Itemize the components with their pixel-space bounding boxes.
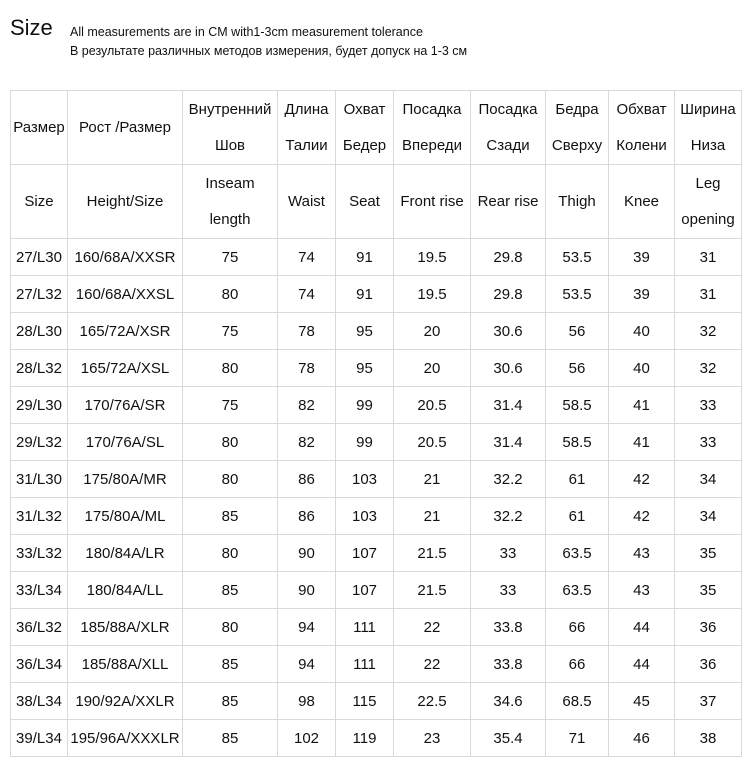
- table-cell: 66: [546, 609, 609, 646]
- table-cell: 86: [278, 461, 336, 498]
- header-cell: [546, 165, 609, 239]
- table-cell: 91: [336, 239, 394, 276]
- table-cell: 44: [609, 609, 675, 646]
- table-cell: 90: [278, 572, 336, 609]
- table-cell: 39: [609, 276, 675, 313]
- header-label: Внутренний: [188, 100, 272, 118]
- table-cell: 32: [675, 350, 742, 387]
- table-cell: 74: [278, 239, 336, 276]
- tolerance-note-en: All measurements are in CM with1-3cm measurement tolerance: [70, 25, 423, 39]
- table-cell: 23: [394, 720, 471, 757]
- table-cell: 63.5: [546, 572, 609, 609]
- header-cell: [68, 165, 183, 239]
- table-cell: 33: [675, 424, 742, 461]
- header-cell: [675, 91, 742, 165]
- table-cell: 40: [609, 313, 675, 350]
- table-cell: 46: [609, 720, 675, 757]
- table-cell: 85: [183, 498, 278, 535]
- table-cell: 85: [183, 646, 278, 683]
- table-row: [11, 276, 742, 313]
- table-cell: 98: [278, 683, 336, 720]
- table-cell: 175/80A/ML: [68, 498, 183, 535]
- table-cell: 99: [336, 424, 394, 461]
- header-label: Посадка: [402, 100, 462, 118]
- table-cell: 32.2: [471, 498, 546, 535]
- header-label: Leg: [695, 174, 721, 192]
- table-cell: 42: [609, 498, 675, 535]
- table-row: [11, 646, 742, 683]
- header-label: Длина: [284, 100, 329, 118]
- table-cell: 35: [675, 535, 742, 572]
- table-row: [11, 498, 742, 535]
- header-cell: [336, 91, 394, 165]
- table-cell: 95: [336, 313, 394, 350]
- header-label: Front rise: [400, 192, 464, 210]
- table-row: [11, 572, 742, 609]
- table-cell: 22: [394, 609, 471, 646]
- table-cell: 80: [183, 350, 278, 387]
- header-row-en: [11, 165, 742, 239]
- header-cell: [609, 91, 675, 165]
- header-cell: [68, 91, 183, 165]
- table-cell: 180/84A/LR: [68, 535, 183, 572]
- table-cell: 61: [546, 461, 609, 498]
- table-cell: 38: [675, 720, 742, 757]
- table-cell: 21.5: [394, 535, 471, 572]
- table-cell: 20: [394, 350, 471, 387]
- table-cell: 41: [609, 387, 675, 424]
- header-label: Height/Size: [86, 192, 164, 210]
- table-cell: 85: [183, 572, 278, 609]
- header-label: Inseam: [205, 174, 255, 192]
- table-row: [11, 350, 742, 387]
- table-cell: 43: [609, 572, 675, 609]
- table-row: [11, 424, 742, 461]
- table-cell: 160/68A/XXSL: [68, 276, 183, 313]
- header-label: Талии: [285, 136, 328, 154]
- table-cell: 175/80A/MR: [68, 461, 183, 498]
- table-cell: 86: [278, 498, 336, 535]
- table-cell: 45: [609, 683, 675, 720]
- header-cell: [11, 91, 68, 165]
- table-cell: 90: [278, 535, 336, 572]
- table-cell: 180/84A/LL: [68, 572, 183, 609]
- table-cell: 29/L30: [11, 387, 68, 424]
- table-cell: 111: [336, 646, 394, 683]
- header-cell: [471, 91, 546, 165]
- table-cell: 63.5: [546, 535, 609, 572]
- table-cell: 34: [675, 498, 742, 535]
- table-cell: 82: [278, 387, 336, 424]
- table-cell: 29.8: [471, 276, 546, 313]
- table-row: [11, 313, 742, 350]
- table-cell: 185/88A/XLL: [68, 646, 183, 683]
- table-cell: 33/L32: [11, 535, 68, 572]
- table-row: [11, 535, 742, 572]
- header-label: Rear rise: [477, 192, 539, 210]
- table-cell: 21.5: [394, 572, 471, 609]
- table-cell: 41: [609, 424, 675, 461]
- table-cell: 33/L34: [11, 572, 68, 609]
- header-cell: [336, 165, 394, 239]
- table-cell: 31.4: [471, 424, 546, 461]
- table-cell: 99: [336, 387, 394, 424]
- table-cell: 95: [336, 350, 394, 387]
- page-title: Size: [10, 15, 53, 40]
- header-label: Бедер: [342, 136, 387, 154]
- table-cell: 190/92A/XXLR: [68, 683, 183, 720]
- header-label: Впереди: [402, 136, 462, 154]
- table-cell: 195/96A/XXXLR: [68, 720, 183, 757]
- table-cell: 43: [609, 535, 675, 572]
- table-cell: 68.5: [546, 683, 609, 720]
- size-chart-table: [10, 90, 742, 757]
- table-cell: 71: [546, 720, 609, 757]
- table-cell: 36/L34: [11, 646, 68, 683]
- table-cell: 66: [546, 646, 609, 683]
- header-label: Сверху: [551, 136, 603, 154]
- header-cell: [394, 91, 471, 165]
- table-cell: 119: [336, 720, 394, 757]
- header-label: Size: [24, 192, 54, 210]
- table-cell: 80: [183, 461, 278, 498]
- header-cell: [471, 165, 546, 239]
- table-cell: 35.4: [471, 720, 546, 757]
- header-label: opening: [681, 210, 735, 228]
- table-cell: 34.6: [471, 683, 546, 720]
- table-cell: 38/L34: [11, 683, 68, 720]
- table-cell: 44: [609, 646, 675, 683]
- table-cell: 39: [609, 239, 675, 276]
- table-cell: 56: [546, 350, 609, 387]
- header-label: Knee: [623, 192, 660, 210]
- table-cell: 29.8: [471, 239, 546, 276]
- table-cell: 111: [336, 609, 394, 646]
- table-cell: 80: [183, 276, 278, 313]
- table-cell: 40: [609, 350, 675, 387]
- header-label: Охват: [343, 100, 386, 118]
- table-cell: 107: [336, 572, 394, 609]
- header-label: Шов: [214, 136, 246, 154]
- table-cell: 33.8: [471, 609, 546, 646]
- table-row: [11, 387, 742, 424]
- table-cell: 103: [336, 461, 394, 498]
- header-label: Обхват: [616, 100, 667, 118]
- header-label: Бедра: [555, 100, 599, 118]
- table-cell: 170/76A/SL: [68, 424, 183, 461]
- table-cell: 28/L32: [11, 350, 68, 387]
- table-cell: 35: [675, 572, 742, 609]
- table-cell: 42: [609, 461, 675, 498]
- table-row: [11, 683, 742, 720]
- table-cell: 32: [675, 313, 742, 350]
- table-cell: 31: [675, 276, 742, 313]
- table-cell: 36: [675, 609, 742, 646]
- table-cell: 78: [278, 350, 336, 387]
- table-row: [11, 720, 742, 757]
- table-cell: 185/88A/XLR: [68, 609, 183, 646]
- table-cell: 29/L32: [11, 424, 68, 461]
- table-cell: 53.5: [546, 239, 609, 276]
- header-label: Seat: [349, 192, 380, 210]
- table-row: [11, 461, 742, 498]
- header-cell: [394, 165, 471, 239]
- table-cell: 94: [278, 609, 336, 646]
- table-cell: 33: [471, 535, 546, 572]
- table-cell: 19.5: [394, 276, 471, 313]
- header-cell: [11, 165, 68, 239]
- table-cell: 160/68A/XXSR: [68, 239, 183, 276]
- table-cell: 31/L30: [11, 461, 68, 498]
- header-label: Посадка: [478, 100, 538, 118]
- table-cell: 20: [394, 313, 471, 350]
- table-cell: 91: [336, 276, 394, 313]
- table-cell: 33.8: [471, 646, 546, 683]
- table-cell: 36/L32: [11, 609, 68, 646]
- table-cell: 37: [675, 683, 742, 720]
- table-cell: 107: [336, 535, 394, 572]
- table-row: [11, 239, 742, 276]
- size-chart-body: [11, 91, 742, 757]
- table-cell: 53.5: [546, 276, 609, 313]
- table-cell: 94: [278, 646, 336, 683]
- header-label: Ширина: [680, 100, 736, 118]
- table-cell: 31: [675, 239, 742, 276]
- table-cell: 75: [183, 387, 278, 424]
- header-label: Колени: [616, 136, 667, 154]
- header-cell: [183, 165, 278, 239]
- header-cell: [183, 91, 278, 165]
- tolerance-note-ru: В результате различных методов измерения, будет допуск на 1-3 см: [70, 44, 468, 58]
- table-cell: 102: [278, 720, 336, 757]
- table-cell: 75: [183, 313, 278, 350]
- table-cell: 80: [183, 424, 278, 461]
- table-cell: 32.2: [471, 461, 546, 498]
- table-cell: 58.5: [546, 424, 609, 461]
- table-cell: 30.6: [471, 350, 546, 387]
- table-cell: 31.4: [471, 387, 546, 424]
- header-label: Сзади: [486, 136, 530, 154]
- table-cell: 34: [675, 461, 742, 498]
- table-cell: 80: [183, 535, 278, 572]
- header-label: length: [209, 210, 251, 228]
- table-cell: 74: [278, 276, 336, 313]
- table-cell: 80: [183, 609, 278, 646]
- header-label: Waist: [288, 192, 325, 210]
- table-cell: 21: [394, 461, 471, 498]
- table-cell: 20.5: [394, 424, 471, 461]
- table-cell: 85: [183, 683, 278, 720]
- header-cell: [546, 91, 609, 165]
- header-cell: [278, 91, 336, 165]
- table-cell: 85: [183, 720, 278, 757]
- table-cell: 58.5: [546, 387, 609, 424]
- header-label: Рост /Размер: [79, 118, 171, 136]
- table-cell: 33: [675, 387, 742, 424]
- table-cell: 31/L32: [11, 498, 68, 535]
- header-cell: [675, 165, 742, 239]
- table-cell: 39/L34: [11, 720, 68, 757]
- table-cell: 30.6: [471, 313, 546, 350]
- table-cell: 21: [394, 498, 471, 535]
- table-cell: 165/72A/XSR: [68, 313, 183, 350]
- table-cell: 61: [546, 498, 609, 535]
- header-cell: [609, 165, 675, 239]
- header-row-ru: [11, 91, 742, 165]
- table-cell: 22.5: [394, 683, 471, 720]
- header-label: Thigh: [558, 192, 596, 210]
- table-cell: 56: [546, 313, 609, 350]
- table-cell: 27/L32: [11, 276, 68, 313]
- header-label: Низа: [690, 136, 726, 154]
- table-cell: 115: [336, 683, 394, 720]
- table-cell: 75: [183, 239, 278, 276]
- table-cell: 103: [336, 498, 394, 535]
- table-cell: 33: [471, 572, 546, 609]
- table-cell: 20.5: [394, 387, 471, 424]
- header-label: Размер: [13, 118, 65, 136]
- table-cell: 170/76A/SR: [68, 387, 183, 424]
- table-cell: 82: [278, 424, 336, 461]
- table-cell: 165/72A/XSL: [68, 350, 183, 387]
- table-cell: 27/L30: [11, 239, 68, 276]
- table-cell: 78: [278, 313, 336, 350]
- table-row: [11, 609, 742, 646]
- table-cell: 22: [394, 646, 471, 683]
- table-cell: 19.5: [394, 239, 471, 276]
- table-cell: 36: [675, 646, 742, 683]
- header-cell: [278, 165, 336, 239]
- table-cell: 28/L30: [11, 313, 68, 350]
